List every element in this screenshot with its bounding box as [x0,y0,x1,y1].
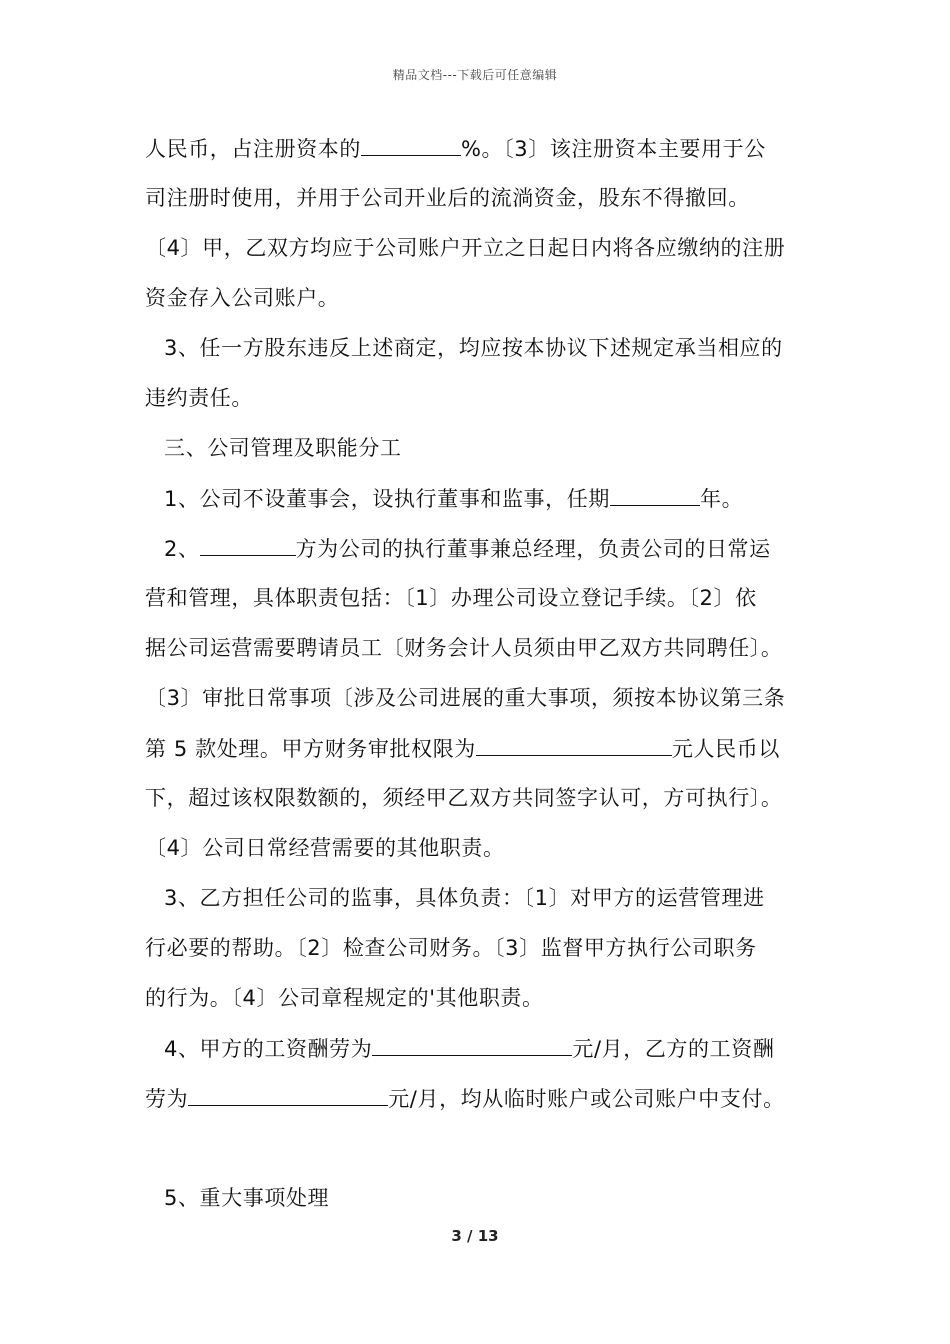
line-text: 年。 [699,487,744,511]
line-text: 劳为 [145,1087,189,1111]
paragraph-line: 司注册时使用，并用于公司开业后的流淌资金，股东不得撤回。 [145,186,750,210]
fill-in-blank [361,135,461,156]
line-text: 人民币，占注册资本的 [145,137,361,161]
line-text: 2、 [164,537,200,561]
paragraph-line: 资金存入公司账户。 [145,286,340,310]
paragraph-line: 〔4〕公司日常经营需要的其他职责。 [145,836,505,860]
page-header: 精品文档---下载后可任意编辑 [392,68,558,82]
paragraph-line: 行必要的帮助。〔2〕检查公司财务。〔3〕监督甲方执行公司职务 [145,936,757,960]
fill-in-blank [188,1085,388,1106]
line-text: 1、公司不设董事会，设执行董事和监事，任期 [164,487,610,511]
line-text: %。〔3〕该注册资本主要用于公 [461,137,766,161]
fill-in-blank [610,485,700,506]
paragraph-line [164,485,743,512]
line-text: 元/月，乙方的工资酬 [572,1037,775,1061]
paragraph-line: 3、任一方股东违反上述商定，均应按本协议下述规定承当相应的 [164,336,783,360]
line-text: 元/月，均从临时账户或公司账户中支付。 [388,1087,785,1111]
paragraph-line: 〔4〕甲，乙双方均应于公司账户开立之日起日内将各应缴纳的注册 [145,236,786,260]
fill-in-blank [476,735,672,756]
line-text: 方为公司的执行董事兼总经理，负责公司的日常运 [295,537,771,561]
fill-in-blank [372,1035,572,1056]
paragraph-line: 〔3〕审批日常事项〔涉及公司进展的重大事项，须按本协议第三条 [145,686,786,710]
line-text: 元人民币以 [671,737,780,761]
paragraph-line: 的行为。〔4〕公司章程规定的'其他职责。 [145,986,544,1010]
paragraph-line [145,135,766,162]
line-text: 第 5 款处理。甲方财务审批权限为 [145,737,476,761]
paragraph-line: 3、乙方担任公司的监事，具体负责：〔1〕对甲方的运营管理进 [164,886,765,910]
paragraph-line [145,735,780,762]
line-text: 4、甲方的工资酬劳为 [164,1037,373,1061]
paragraph-line: 违约责任。 [145,386,253,410]
paragraph-line [164,1035,774,1062]
paragraph-line: 据公司运营需要聘请员工〔财务会计人员须由甲乙双方共同聘任〕。 [145,636,783,660]
section-heading: 三、公司管理及职能分工 [164,436,402,460]
paragraph-line: 下，超过该权限数额的，须经甲乙双方共同签字认可，方可执行〕。 [145,786,783,810]
paragraph-line [145,1085,785,1112]
section-heading: 5、重大事项处理 [164,1186,330,1210]
paragraph-line [164,535,771,562]
paragraph-line: 营和管理，具体职责包括：〔1〕办理公司设立登记手续。〔2〕依 [145,586,757,610]
fill-in-blank [200,535,296,556]
page-number: 3 / 13 [451,1227,499,1245]
